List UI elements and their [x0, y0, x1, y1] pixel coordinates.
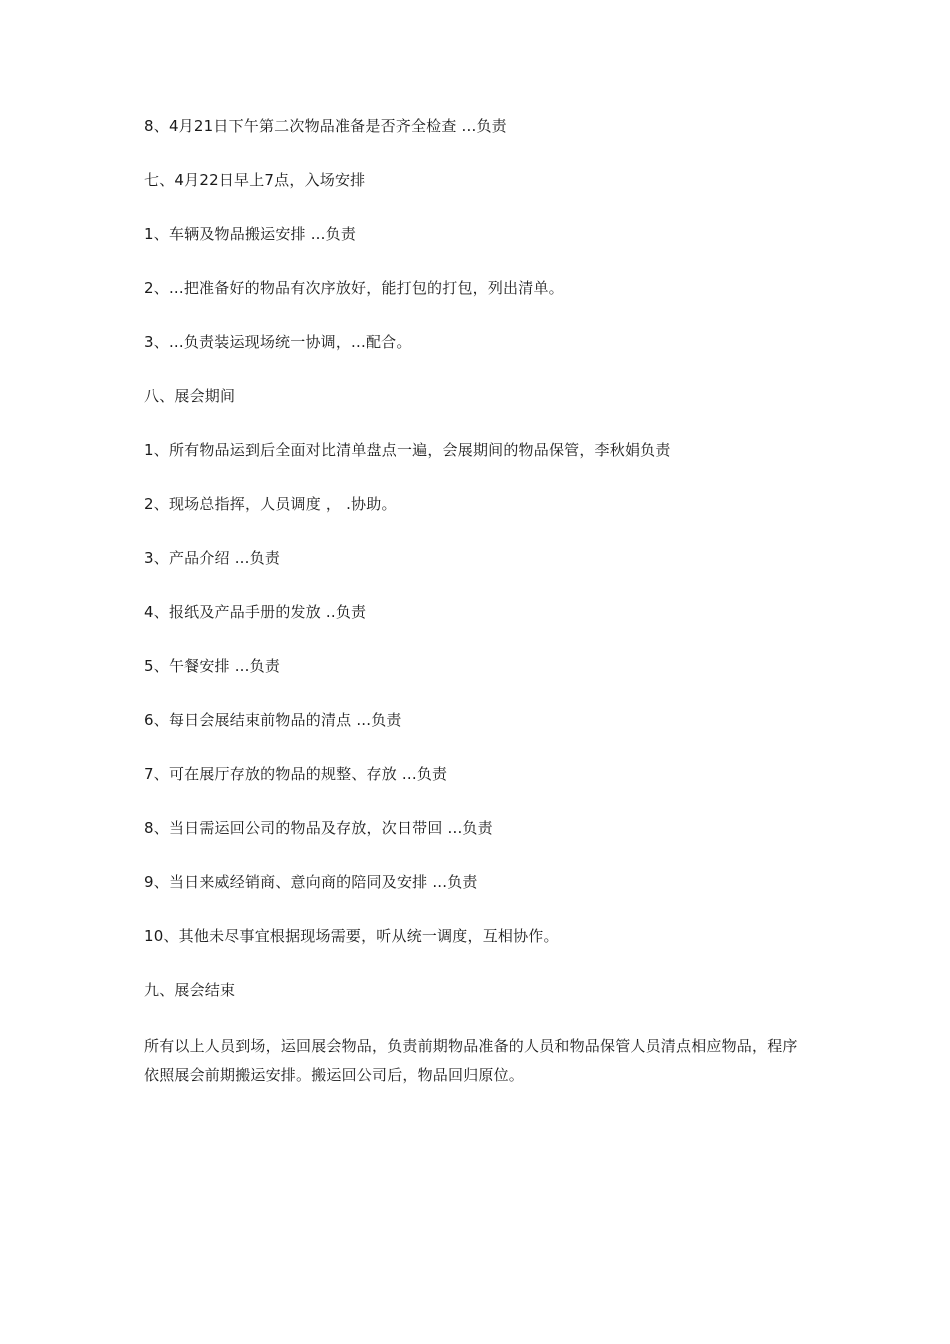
list-item: 2、...把准备好的物品有次序放好，能打包的打包，列出清单。	[144, 279, 564, 297]
list-item: 8、当日需运回公司的物品及存放，次日带回 ...负责	[144, 819, 493, 837]
list-item: 3、产品介绍 ...负责	[144, 549, 281, 567]
list-item: 6、每日会展结束前物品的清点 ...负责	[144, 711, 402, 729]
list-item: 7、可在展厅存放的物品的规整、存放 ...负责	[144, 765, 448, 783]
section-heading: 八、展会期间	[144, 387, 236, 405]
list-item: 1、所有物品运到后全面对比清单盘点一遍，会展期间的物品保管，李秋娟负责	[144, 441, 671, 459]
list-item: 2、现场总指挥，人员调度 ， .协助。	[144, 495, 397, 513]
list-item: 1、车辆及物品搬运安排 ...负责	[144, 225, 357, 243]
list-item: 10、其他未尽事宜根据现场需要，听从统一调度，互相协作。	[144, 927, 559, 945]
list-item: 9、当日来威经销商、意向商的陪同及安排 ...负责	[144, 873, 478, 891]
list-item: 3、...负责装运现场统一协调，...配合。	[144, 333, 412, 351]
list-item: 5、午餐安排 ...负责	[144, 657, 281, 675]
list-item: 4、报纸及产品手册的发放 ..负责	[144, 603, 367, 621]
list-item: 8、4月21日下午第二次物品准备是否齐全检查 ...负责	[144, 117, 507, 135]
closing-paragraph: 所有以上人员到场，运回展会物品，负责前期物品准备的人员和物品保管人员清点相应物品，程序依照展会前期搬运安排。搬运回公司后，物品回归原位。	[144, 1037, 798, 1084]
section-heading: 九、展会结束	[144, 981, 236, 999]
section-heading: 七、4月22日早上7点，入场安排	[144, 171, 366, 189]
